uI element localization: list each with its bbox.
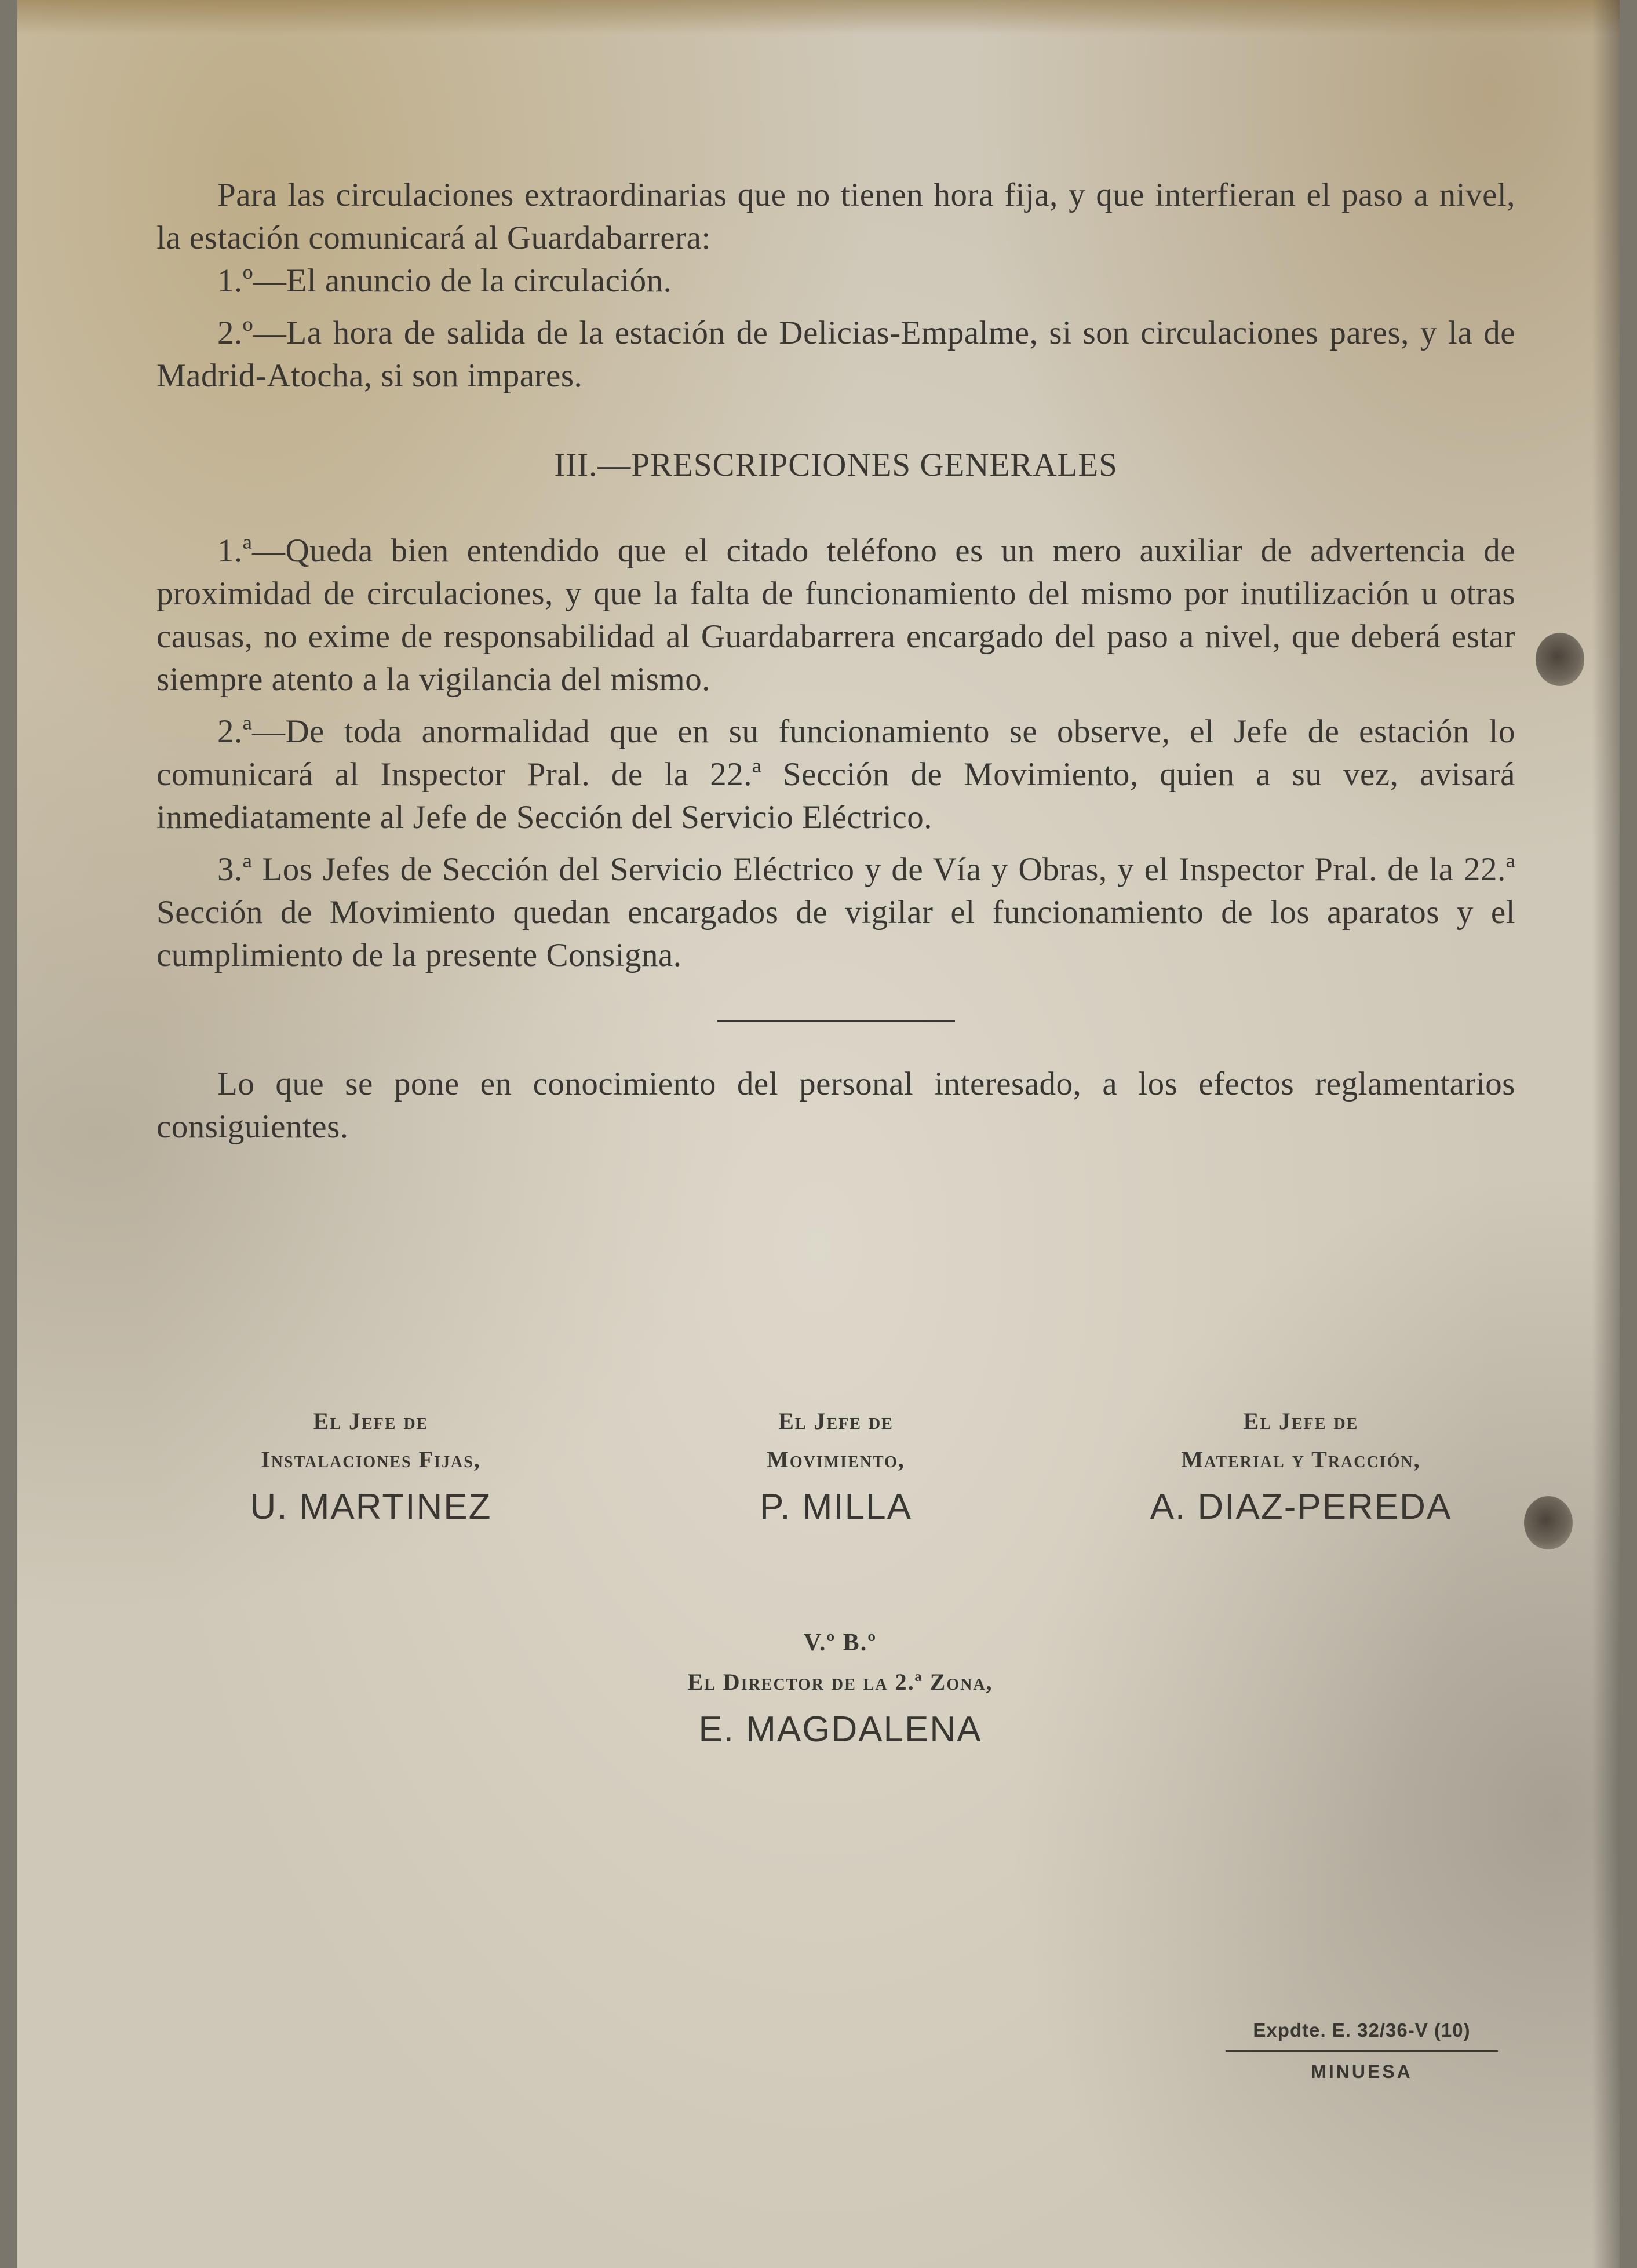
prescription-3: 3.ª Los Jefes de Sección del Servicio Eléctrico y de Vía y Obras, y el Inspector Pral. de la 22.ª Sección de Movimiento quedan encargados de vigilar el funcionamiento de los aparatos y el cumplimiento de la presente Consigna. xyxy=(156,851,1515,973)
signer-title-line: Movimiento, xyxy=(767,1446,905,1472)
signer-title-line: El Jefe de xyxy=(778,1408,894,1434)
signer-name: A. DIAZ-PEREDA xyxy=(1150,1487,1452,1527)
signer-movimiento xyxy=(622,1402,1051,1533)
intro-item-2: 2.º—La hora de salida de la estación de Delicias-Empalme, si son circulaciones pares, y la de Madrid-Atocha, si son impares. xyxy=(156,315,1515,394)
signer-title-line: Material y Tracción, xyxy=(1181,1446,1421,1472)
section-title: III.—PRESCRIPCIONES GENERALES xyxy=(554,447,1118,483)
visto-bueno: V.º B.º xyxy=(803,1629,877,1656)
punch-hole-upper xyxy=(1536,633,1584,686)
closing-paragraph: Lo que se pone en conocimiento del personal interesado, a los efectos reglamentarios consiguientes. xyxy=(156,1066,1515,1145)
intro-item-1: 1.º—El anuncio de la circulación. xyxy=(217,262,672,299)
signer-title-line: El Jefe de xyxy=(313,1408,429,1434)
prescription-1: 1.ª—Queda bien entendido que el citado teléfono es un mero auxiliar de advertencia de proximidad de circulaciones, y que la falta de funcionamiento del mismo por inutilización u otras causas, no exime de responsabilidad al Guardabarrera encargado del paso a nivel, que deberá estar siempre atento a la vigilancia del mismo. xyxy=(156,533,1515,698)
signer-material-traccion xyxy=(1087,1402,1515,1533)
paper-shadow-edge xyxy=(1592,0,1620,2268)
print-footer xyxy=(1223,2017,1501,2084)
signer-title-line: Instalaciones Fijas, xyxy=(261,1446,481,1472)
signer-name: P. MILLA xyxy=(759,1487,912,1527)
director-title: El Director de la 2.ª Zona, xyxy=(687,1669,993,1695)
signer-title-line: El Jefe de xyxy=(1243,1408,1359,1434)
paper-stain-top xyxy=(17,0,1620,35)
director-approval xyxy=(429,1622,1252,1756)
footer-rule xyxy=(1226,2050,1498,2052)
expediente-number: Expdte. E. 32/36-V (10) xyxy=(1253,2019,1471,2041)
director-name: E. MAGDALENA xyxy=(698,1709,982,1749)
intro-paragraph: Para las circulaciones extraordinarias que no tienen hora fija, y que interfieran el paso a nivel, la estación comunicará al Guardabarrera: xyxy=(156,177,1515,256)
document-body xyxy=(156,174,1515,1148)
signature-block xyxy=(156,1402,1515,1533)
prescription-2: 2.ª—De toda anormalidad que en su funcionamiento se observe, el Jefe de estación lo comunicará al Inspector Pral. de la 22.ª Sección de Movimiento, quien a su vez, avisará inmediatamente al Jefe de Sección del Servicio Eléctrico. xyxy=(156,713,1515,836)
divider-rule xyxy=(717,1020,955,1022)
signer-name: U. MARTINEZ xyxy=(250,1487,492,1527)
signer-instalaciones xyxy=(156,1402,585,1533)
punch-hole-lower xyxy=(1524,1496,1573,1549)
printer-name: MINUESA xyxy=(1311,2061,1413,2082)
